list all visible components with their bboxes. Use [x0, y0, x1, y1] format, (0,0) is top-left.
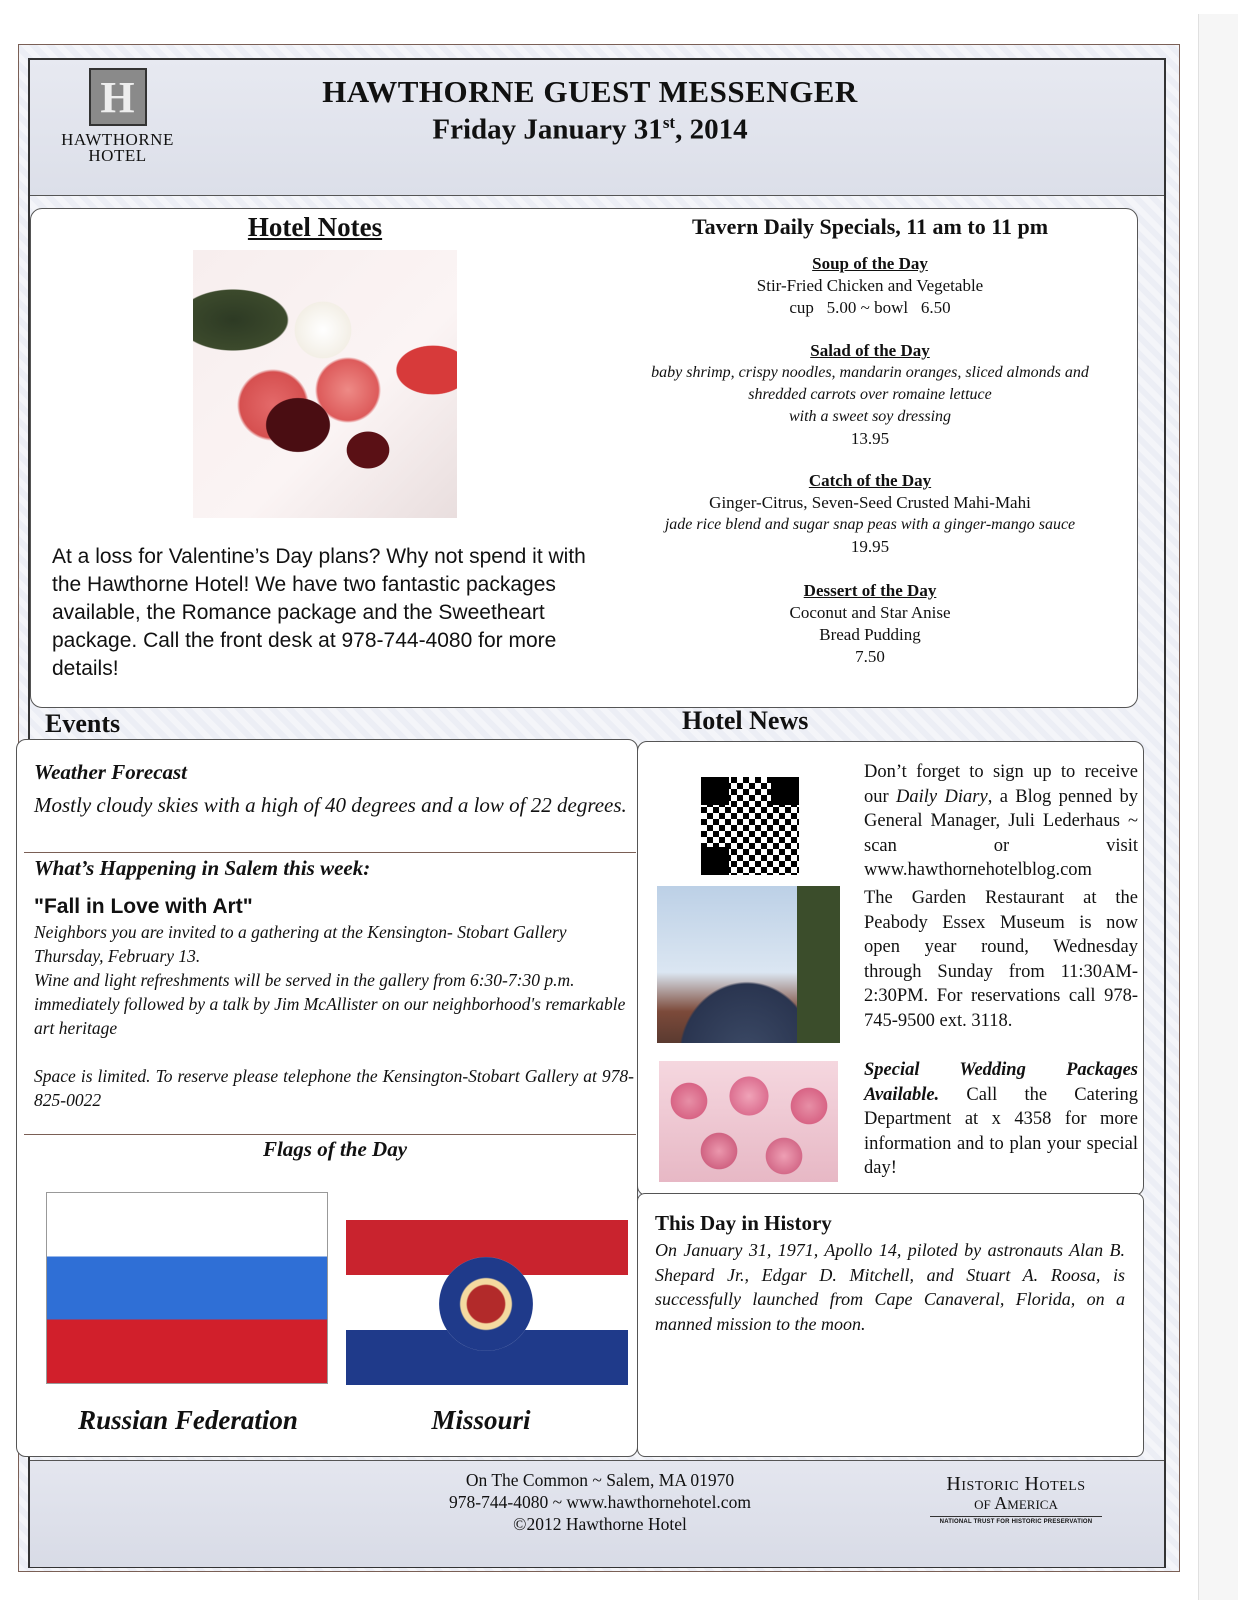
qr-code-icon[interactable] [698, 774, 802, 878]
footer-copyright: ©2012 Hawthorne Hotel [513, 1514, 687, 1534]
russia-caption: Russian Federation [78, 1405, 298, 1435]
history-title: This Day in History [655, 1211, 832, 1235]
valentine-roses-photo [193, 250, 457, 518]
daily-diary-text: Don’t forget to sign up to receive our Daily Diary, a Blog penned by General Manager, Juli Lederhaus ~ scan or visit www.hawthornehotelblog.com [864, 762, 1138, 880]
flags-title: Flags of the Day [262, 1137, 408, 1161]
menu-catch: Catch of the Day Ginger-Citrus, Seven-Seed Crusted Mahi-Mahi jade rice blend and sugar snap peas with a ginger-mango sauce 19.95 [664, 471, 1076, 556]
russian-flag [46, 1192, 328, 1384]
museum-photo [657, 886, 840, 1043]
art-reservation-text: Space is limited. To reserve please telephone the Kensington-Stobart Gallery at 978-825-0022 [34, 1066, 634, 1110]
newsletter-title: HAWTHORNE GUEST MESSENGER [322, 74, 858, 109]
missouri-caption: Missouri [431, 1405, 531, 1435]
menu-dessert: Dessert of the Day Coconut and Star Anise Bread Pudding 7.50 [789, 581, 951, 666]
footer-address: On The Common ~ Salem, MA 01970 [465, 1470, 735, 1490]
missouri-seal-icon [439, 1257, 533, 1351]
hotel-news-heading: Hotel News [682, 706, 809, 735]
hotel-notes-title: Hotel Notes [247, 212, 383, 242]
garden-restaurant-text: The Garden Restaurant at the Peabody Essex Museum is now open year round, Wednesday through Sunday from 11:30AM-2:30PM. For reservations call 978-745-9500 ext. 3118. [864, 888, 1138, 1031]
hotel-logo [55, 68, 180, 178]
logo-text: HAWTHORNE HOTEL [61, 130, 174, 165]
wedding-packages-text: Special Wedding Packages Available. Call the Catering Department at x 4358 for more information and to plan your special day! [864, 1060, 1138, 1178]
newsletter-date: Friday January 31st, 2014 [432, 113, 748, 146]
events-heading: Events [45, 709, 121, 738]
happening-title: What’s Happening in Salem this week: [34, 856, 371, 880]
weather-text: Mostly cloudy skies with a high of 40 degrees and a low of 22 degrees. [34, 793, 627, 817]
tavern-specials-title: Tavern Daily Specials, 11 am to 11 pm [691, 214, 1049, 239]
history-text: On January 31, 1971, Apollo 14, piloted by astronauts Alan B. Shepard Jr., Edgar D. Mitchell, and Stuart A. Roosa, is successfully launched from Cape Canaveral, Florida, on a manned mission to the moon. [655, 1240, 1125, 1334]
footer-contact: 978-744-4080 ~ www.hawthornehotel.com [449, 1492, 751, 1512]
scan-edge [1198, 14, 1238, 1600]
pink-roses-photo [659, 1061, 838, 1182]
divider [24, 852, 636, 853]
weather-title: Weather Forecast [34, 760, 188, 784]
logo-monogram-icon: H [89, 68, 147, 126]
art-event-title: "Fall in Love with Art" [34, 895, 253, 918]
historic-hotels-logo: Historic Hotels of America NATIONAL TRUST FOR HISTORIC PRESERVATION [930, 1474, 1102, 1525]
art-event-text: Neighbors you are invited to a gathering at the Kensington- Stobart Gallery Thursday, February 13. Wine and light refreshments will be served in the gallery from 6:30-7:30 p.m. immediately followed by a talk by Jim McAllister on our neighborhood's remarkable art heritage [34, 922, 626, 1038]
divider [24, 1134, 636, 1135]
menu-soup: Soup of the Day Stir-Fried Chicken and Vegetable cup 5.00 ~ bowl 6.50 [756, 254, 984, 317]
menu-salad: Salad of the Day baby shrimp, crispy noodles, mandarin oranges, sliced almonds and shredded carrots over romaine lettuce with a sweet soy dressing 13.95 [651, 341, 1089, 448]
valentine-promo-text: At a loss for Valentine’s Day plans? Why not spend it with the Hawthorne Hotel! We have two fantastic packages available, the Romance package and the Sweetheart package. Call the front desk at 978-744-4080 for more details! [52, 545, 586, 680]
